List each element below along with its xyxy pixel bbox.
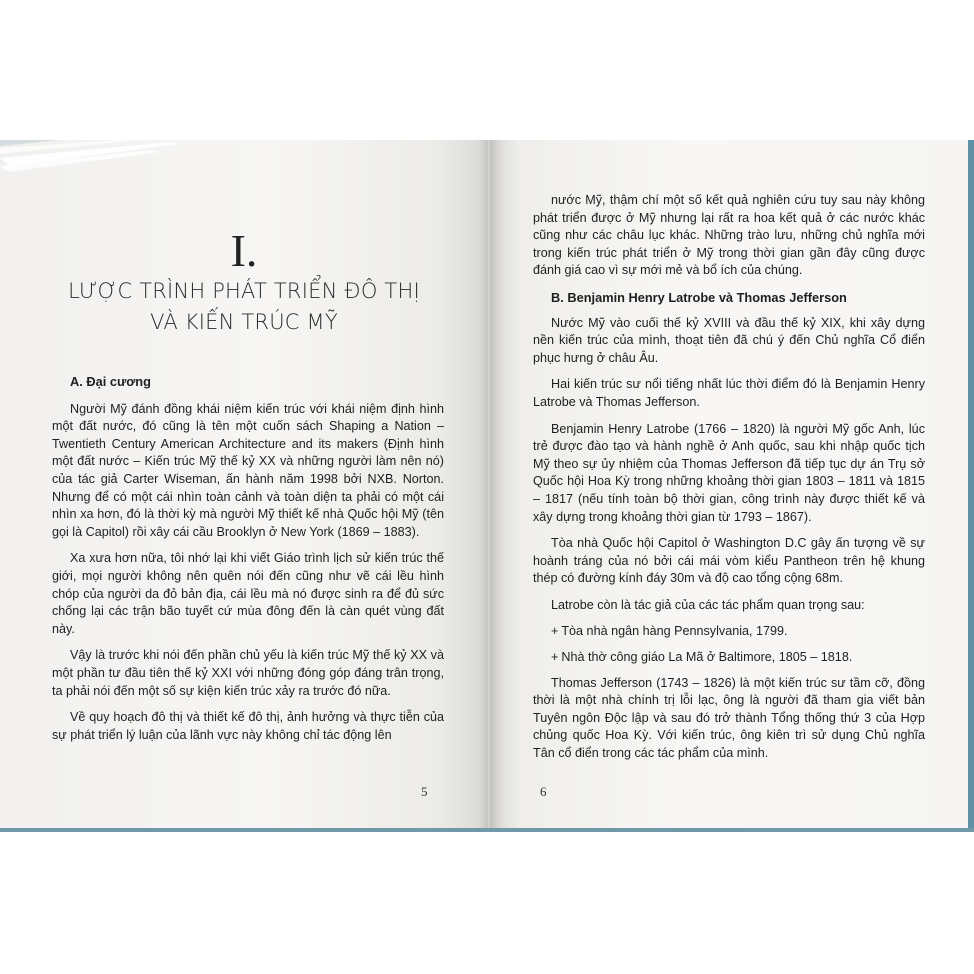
- bullet-text: Tòa nhà ngân hàng Pennsylvania, 1799.: [561, 624, 788, 639]
- open-book: [0, 140, 974, 832]
- paragraph: Về quy hoạch đô thị và thiết kế đô thị, ảnh hưởng và thực tiễn của sự phát triển lý luận của lãnh vực này không chỉ tác động lên: [52, 710, 444, 742]
- right-text-column: [533, 192, 925, 772]
- bullet-item: [533, 623, 925, 641]
- paragraph: Thomas Jefferson (1743 – 1826) là một kiến trúc sư tầm cỡ, đồng thời là một nhà chính trị lỗi lạc, ông là người đã tham gia viết bản Tuyên ngôn Độc lập và sau đó trở thành Tổng thống thứ 3 của Hợp chủng quốc Hoa Kỳ. Với kiến trúc, ông kiên trì sử dụng Chủ nghĩa Tân cổ điển trong các tác phẩm của mình.: [533, 675, 925, 761]
- bullet-mark: +: [551, 624, 559, 639]
- chapter-title: [0, 276, 488, 338]
- decorative-streaks: [0, 140, 200, 180]
- bullet-mark: +: [551, 650, 559, 665]
- book-spine-shadow: [478, 140, 504, 828]
- paragraph: Benjamin Henry Latrobe (1766 – 1820) là người Mỹ gốc Anh, lúc trẻ được đào tạo và hành nghề ở Anh quốc, sau khi nhập quốc tịch Mỹ theo sự ủy nhiệm của Thomas Jefferson đã tiếp tục dự án Trụ sở Quốc hội Hoa Kỳ trong những khoảng thời gian 1803 – 1811 và 1815 – 1817 (nếu tính toàn bộ thời gian, công trình này được thiết kế và xây dựng trong khoảng thời gian từ 1793 – 1867).: [533, 421, 925, 524]
- paragraph: nước Mỹ, thậm chí một số kết quả nghiên cứu tuy sau này không phát triển được ở Mỹ nhưng lại rất ra hoa kết quả ở các nước khác cũng như các châu lục khác. Những trào lưu, những chủ nghĩa mới trong kiến trúc phát triển ở Mỹ trong thời gian gần đây cũng được đánh giá cao vì sự mới mẻ và bổ ích của chúng.: [533, 193, 925, 278]
- cover-edge: [968, 140, 974, 832]
- page-number-left: 5: [421, 784, 428, 799]
- cover-bottom-edge: [0, 828, 974, 832]
- paragraph: Xa xưa hơn nữa, tôi nhớ lại khi viết Giáo trình lịch sử kiến trúc thế giới, mọi người không nên quên nói đến cũng như vẽ cái lều hình chóp của người da đỏ bản địa, cái lều mà nó được sinh ra để đủ sức chống lại các trận bão tuyết cứ mùa đông đến là càn quét vùng đất này.: [52, 551, 444, 636]
- paragraph: Latrobe còn là tác giả của các tác phẩm quan trọng sau:: [551, 597, 865, 612]
- left-text-column: [52, 373, 444, 753]
- chapter-title-line1: LƯỢC TRÌNH PHÁT TRIỂN ĐÔ THỊ: [68, 279, 420, 303]
- chapter-number: I.: [230, 225, 258, 276]
- left-page: [0, 140, 488, 828]
- bullet-item: [533, 649, 925, 667]
- section-heading-b: B. Benjamin Henry Latrobe và Thomas Jefferson: [551, 289, 847, 305]
- section-heading-a: A. Đại cương: [70, 374, 151, 389]
- page-number-right: 6: [540, 784, 547, 799]
- paragraph: Tòa nhà Quốc hội Capitol ở Washington D.C gây ấn tượng về sự hoành tráng của nó bởi cái mái vòm kiểu Pantheon trên hệ khung thép có đường kính đáy 30m và độ cao tổng cộng 68m.: [533, 536, 925, 586]
- paragraph: Nước Mỹ vào cuối thế kỷ XVIII và đầu thế kỷ XIX, khi xây dựng nền kiến trúc của mình, thoạt tiên đã chú ý đến Chủ nghĩa Cổ điển phục hưng ở châu Âu.: [533, 315, 925, 365]
- paragraph: Người Mỹ đánh đồng khái niệm kiến trúc với khái niệm định hình một đất nước, đó cũng là tên một cuốn sách Shaping a Nation – Twentieth Century American Architecture and its makers (Định hình một đất nước – Kiến trúc Mỹ thế kỷ XX và những người làm nên nó) của tác giả Carter Wiseman, ấn hành năm 1998 bởi NXB. Norton. Nhưng để có một cái nhìn toàn cảnh và toàn diện ta phải có một cái nhìn xa hơn, đó là thời kỳ mà người Mỹ thiết kế nhà Quốc hội Mỹ (tên gọi là Capitol) rồi xây cái cầu Brooklyn ở New York (1869 – 1883).: [52, 401, 444, 539]
- paragraph: Hai kiến trúc sư nổi tiếng nhất lúc thời điểm đó là Benjamin Henry Latrobe và Thomas Jefferson.: [533, 377, 925, 409]
- bullet-text: Nhà thờ công giáo La Mã ở Baltimore, 1805 – 1818.: [561, 650, 853, 665]
- right-page: [490, 140, 968, 828]
- chapter-title-line2: VÀ KIẾN TRÚC MỸ: [150, 310, 338, 334]
- paragraph: Vậy là trước khi nói đến phần chủ yếu là kiến trúc Mỹ thế kỷ XX và một phần tư đầu tiên thế kỷ XXI với những đóng góp đáng trân trọng, ta phải nói đến một số sự kiện kiến trúc xảy ra trước đó nữa.: [52, 648, 444, 698]
